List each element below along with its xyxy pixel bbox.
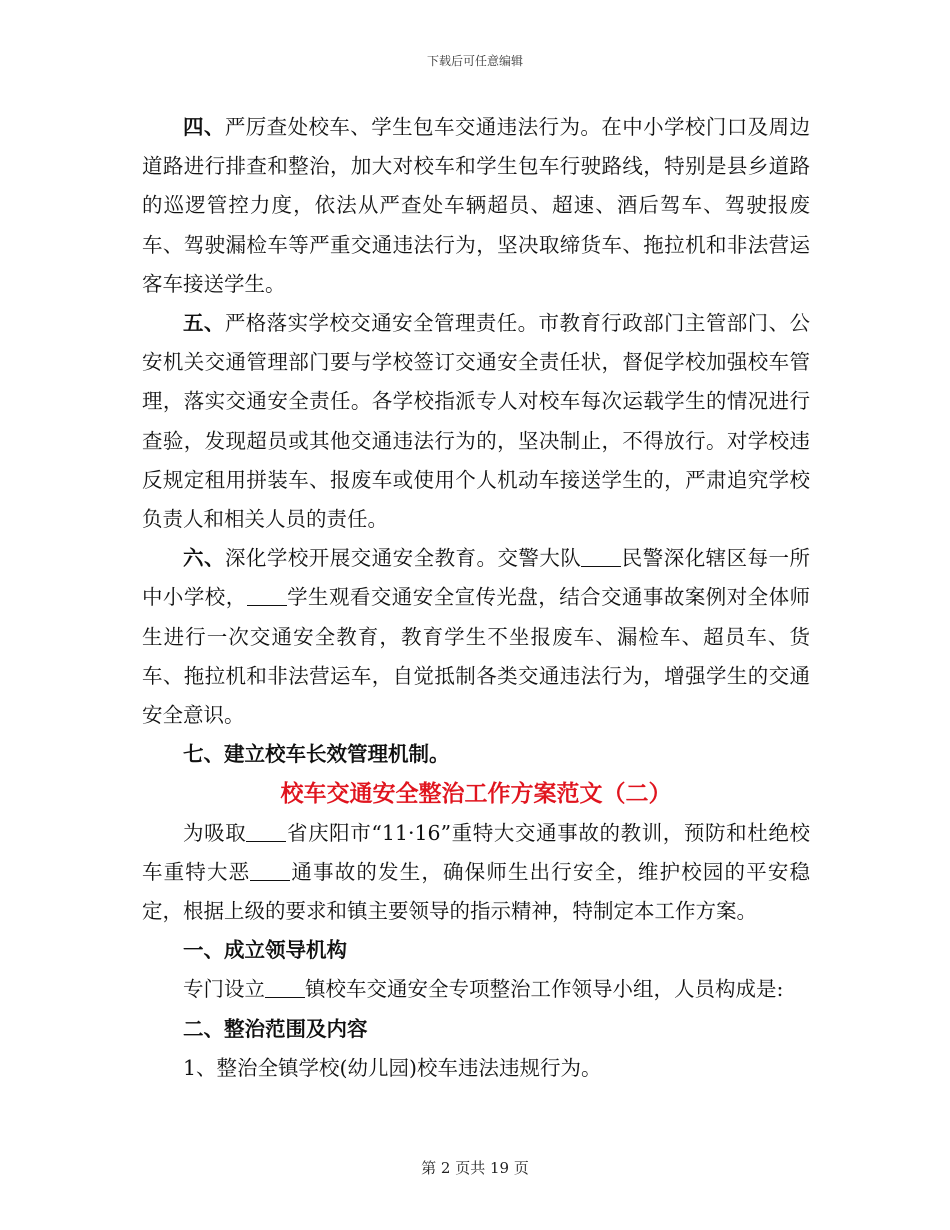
org-paragraph [142,970,810,1009]
paragraph-6-text-a: 深化学校开展交通安全教育。交警大队 [224,546,582,571]
paragraph-4-text: 严厉查处校车、学生包车交通违法行为。在中小学校门口及周边道路进行排查和整治，加大对校车和学生包车行驶路线，特别是县乡道路的巡逻管控力度，依法从严查处车辆超员、超速、酒后驾车、驾驶报废车、驾驶漏检车等严重交通违法行为，坚决取缔货车、拖拉机和非法营运客车接送学生。 [142,115,810,296]
intro-paragraph [142,814,810,932]
document-body [142,108,810,1088]
page-footer: 第 2 页共 19 页 [421,1159,529,1177]
item-1: 1、整治全镇学校(幼儿园)校车违法违规行为。 [183,1055,602,1080]
fill-blank [581,548,621,567]
intro-text-a: 为吸取 [183,820,247,845]
paragraph-6-lead: 六、 [183,546,225,571]
paragraph-6-text-c: 学生观看交通安全宣传光盘，结合交通事故案例对全体师生进行一次交通安全教育，教育学生不坐报废车、漏检车、超员车、货车、拖拉机和非法营运车，自觉抵制各类交通违法行为，增强学生的交通安全意识。 [142,585,811,728]
intro-text-c: 通事故的发生，确保师生出行安全，维护校园的平安稳定，根据上级的要求和镇主要领导的指示精神，特制定本工作方案。 [142,859,811,924]
paragraph-7-heading: 七、建立校车长效管理机制。 [183,742,450,767]
fill-blank [250,862,290,881]
document-title: 校车交通安全整治工作方案范文（二） [280,780,672,808]
paragraph-5 [142,304,810,539]
page-header: 下载后可任意编辑 [426,54,523,68]
paragraph-6-text-b: 民警深化辖区每一所中小学校， [142,546,811,610]
paragraph-5-text: 严格落实学校交通安全管理责任。市教育行政部门主管部门、公安机关交通管理部门要与学校签订交通安全责任状，督促学校加强校车管理，落实交通安全责任。各学校指派专人对校车每次运载学生的情况进行查验，发现超员或其他交通违法行为的，坚决制止，不得放行。对学校违反规定租用拼装车、报废车或使用个人机动车接送学生的，严肃追究学校负责人和相关人员的责任。 [142,311,810,532]
intro-text-b: 省庆阳市“11·16”重特大交通事故的教训，预防和杜绝校车重特大恶 [142,820,810,884]
fill-blank [247,587,287,606]
org-text-a: 专门设立 [183,977,265,1002]
paragraph-4-lead: 四、 [183,115,225,139]
section-1-heading: 一、成立领导机构 [183,938,347,963]
fill-blank [265,979,305,998]
fill-blank [246,823,286,842]
org-text-b: 镇校车交通安全专项整治工作领导小组，人员构成是: [305,977,784,1002]
paragraph-4 [142,108,810,304]
section-2-heading: 二、整治范围及内容 [183,1016,368,1041]
paragraph-5-lead: 五、 [183,311,225,336]
paragraph-6 [142,539,810,735]
